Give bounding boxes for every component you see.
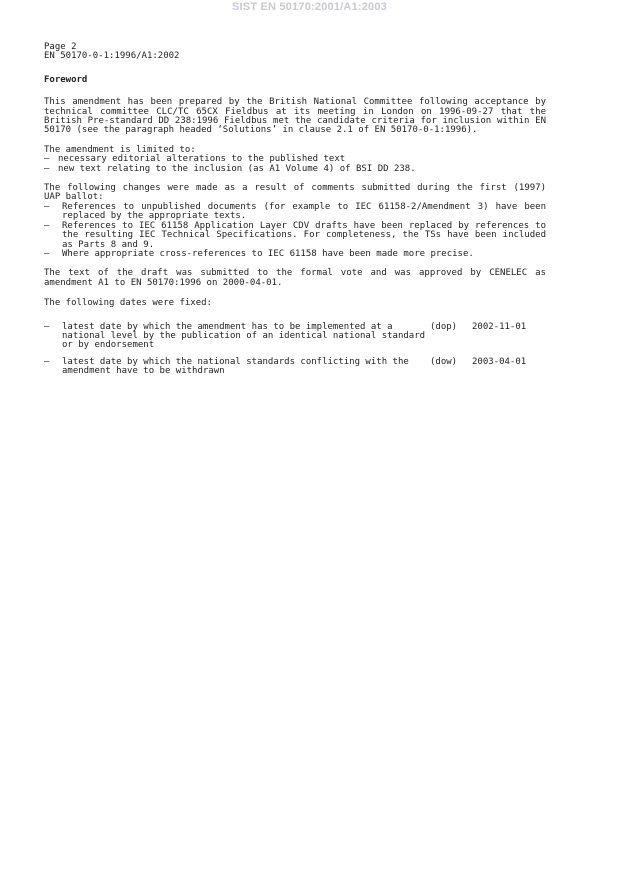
dates-lead: The following dates were fixed: [44,298,212,309]
list-item [44,165,546,174]
dash-marker: – [44,201,50,212]
limited-lead: The amendment is limited to: [44,144,196,155]
changes-block [44,184,546,259]
date-code: (dow) [430,356,458,367]
date-row-dow [44,358,546,377]
document-identifier: EN 50170-0-1:1996/A1:2002 [44,51,180,62]
date-code: (dop) [430,321,458,332]
list-item [44,203,546,222]
dash-marker: – [44,321,50,332]
intro-paragraph: This amendment has been prepared by the British National Committee following acceptance by technical committee CLC/TC 65CX Fieldbus at its meeting in London on 1996-09-27 that the British Pre-standard DD 238:1996 Fieldbus met the candidate criteria for inclusion within EN 50170 (see the paragraph headed ‘Solutions’ in clause 2.1 of EN 50170-0-1:1996). [44,97,546,136]
list-item-text: new text relating to the inclusion (as A1 Volume 4) of BSI DD 238. [58,163,416,174]
document-watermark: SIST EN 50170:2001/A1:2003 [231,1,388,13]
document-body [44,43,546,377]
date-value: 2002-11-01 [472,321,527,332]
dash-marker: – [44,356,50,367]
dash-marker: – [44,220,50,231]
list-item-text: necessary editorial alterations to the published text [58,154,346,165]
list-item-text: Where appropriate cross-references to IEC 61158 have been made more precise. [62,248,474,259]
vote-paragraph: The text of the draft was submitted to the formal vote and was approved by CENELEC as amendment A1 to EN 50170:1996 on 2000-04-01. [44,268,546,288]
date-row-dop [44,323,546,351]
list-item-text: References to unpublished documents (for example to IEC 61158-2/Amendment 3) have been replaced by the appropriate texts. [62,201,546,222]
changes-lead: The following changes were made as a result of comments submitted during the first (1997) UAP ballot: [44,183,546,203]
list-item [44,222,546,250]
date-value: 2003-04-01 [472,356,527,367]
dash-marker: – [44,248,50,259]
dash-marker: – [44,163,50,174]
section-heading: Foreword [44,74,88,85]
date-description: latest date by which the national standards conflicting with the amendment have to be withdrawn [62,356,409,377]
date-description: latest date by which the amendment has to be implemented at a national level by the publication of an identical national standard or by endorsement [62,321,426,351]
dash-marker: – [44,154,50,165]
list-item [44,250,546,259]
list-item-text: References to IEC 61158 Application Layer CDV drafts have been replaced by references to the resulting IEC Technical Specifications. For completeness, the TSs have been included as Parts 8 and 9. [62,220,546,250]
page-number: Page 2 [44,42,77,52]
limited-block [44,146,546,174]
